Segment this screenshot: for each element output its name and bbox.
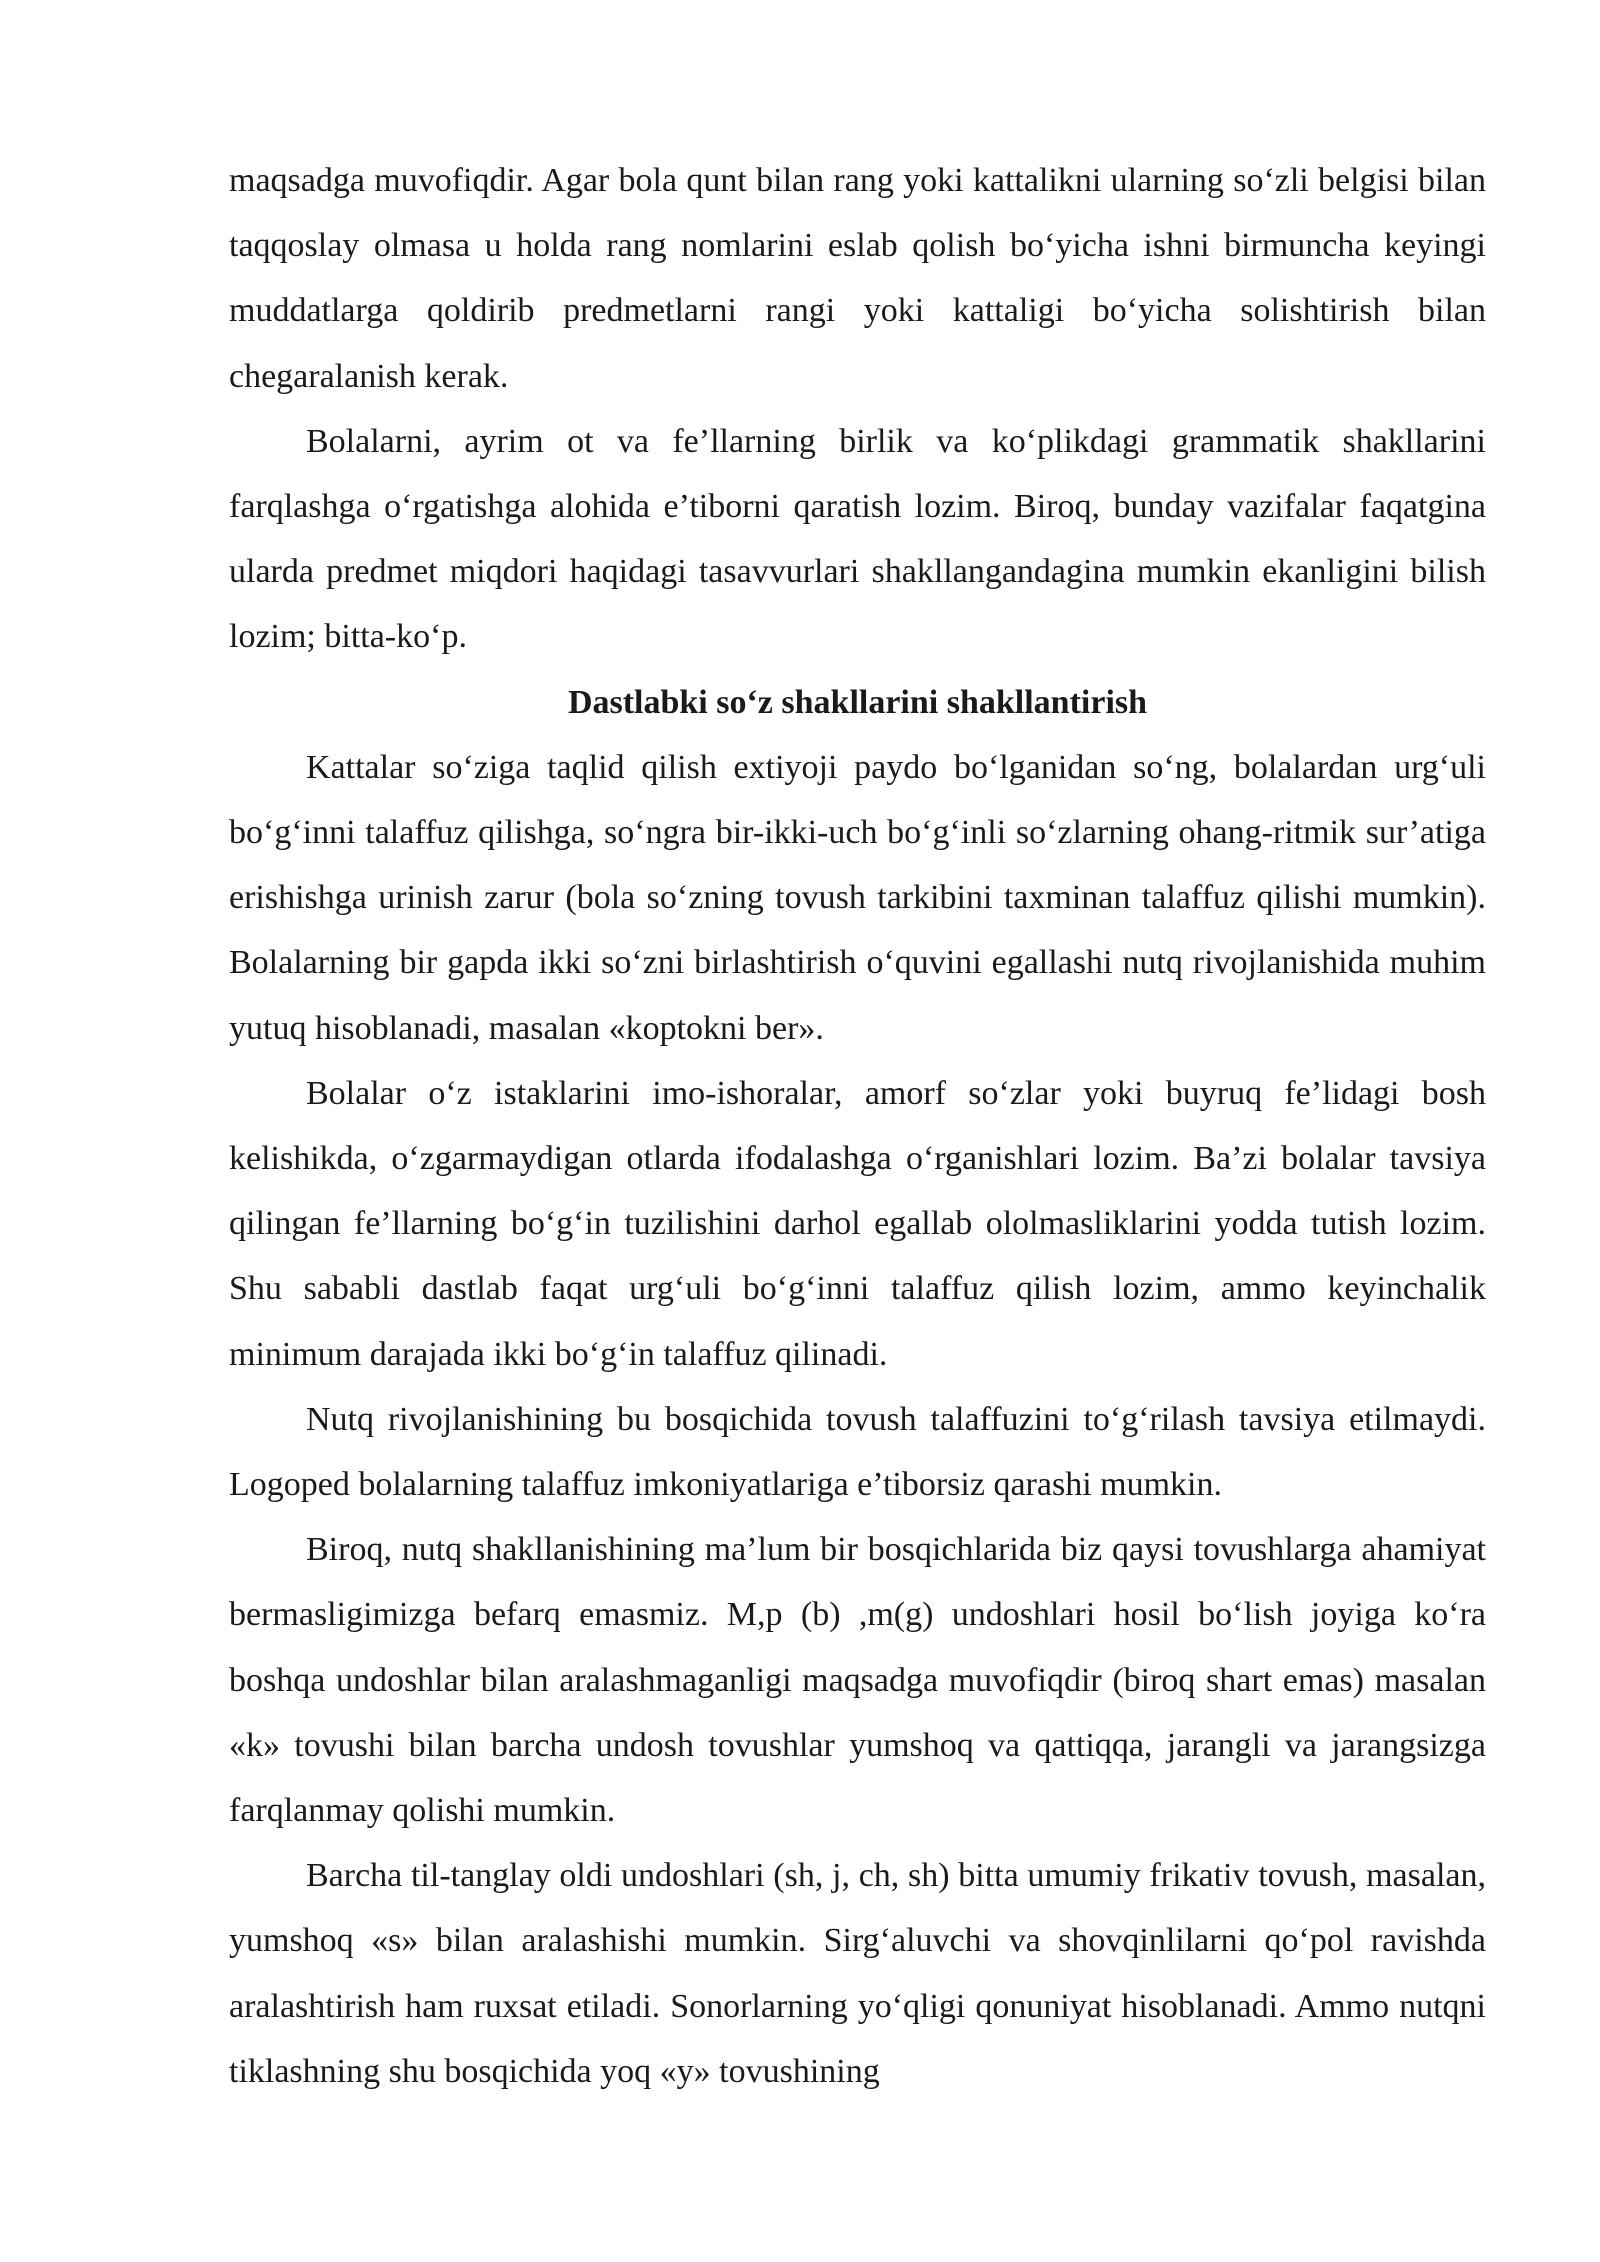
section-heading: Dastlabki so‘z shakllarini shakllantirish [567, 683, 1148, 721]
paragraph-palatal-consonants: Barcha til-tanglay oldi undoshlari (sh, j, ch, sh) bitta umumiy frikativ tovush, masalan, yumshoq «s» bilan aralashishi mumkin. Sirg‘aluvchi va shovqinlilarni qo‘pol ravishda aralashtirish ham ruxsat etiladi. Sonorlarning yo‘qligi qonuniyat hisoblanadi. Ammo nutqni tiklashning shu bosqichida yoq «y» tovushining [229, 1857, 1486, 2090]
paragraph-consonants: Biroq, nutq shakllanishining ma’lum bir bosqichlarida biz qaysi tovushlarga ahamiyat bermasligimizga befarq emasmiz. M,p (b) ,m(g) undoshlari hosil bo‘lish joyiga ko‘ra boshqa undoshlar bilan aralashmaganligi maqsadga muvofiqdir (biroq shart emas) masalan «k» tovushi bilan barcha undosh tovushlar yumshoq va qattiqqa, jarangli va jarangsizga farqlanmay qolishi mumkin. [229, 1531, 1486, 1830]
paragraph-imitation: Kattalar so‘ziga taqlid qilish extiyoji paydo bo‘lganidan so‘ng, bolalardan urg‘uli bo‘g‘inni talaffuz qilishga, so‘ngra bir-ikki-uch bo‘g‘inli so‘zlarning ohang-ritmik sur’atiga erishishga urinish zarur (bola so‘zning tovush tarkibini taxminan talaffuz qilishi mumkin). Bolalarning bir gapda ikki so‘zni birlashtirish o‘quvini egallashi nutq rivojlanishida muhim yutuq hisoblanadi, masalan «koptokni ber». [229, 748, 1486, 1047]
paragraph-continuation: maqsadga muvofiqdir. Agar bola qunt bilan rang yoki kattalikni ularning so‘zli belgisi bilan taqqoslay olmasa u holda rang nomlarini eslab qolish bo‘yicha ishni birmuncha keyingi muddatlarga qoldirib predmetlarni rangi yoki kattaligi bo‘yicha solishtirish bilan chegaralanish kerak. [229, 162, 1486, 395]
document-body [229, 148, 1486, 2104]
paragraph-wishes: Bolalar o‘z istaklarini imo-ishoralar, amorf so‘zlar yoki buyruq fe’lidagi bosh kelishikda, o‘zgarmaydigan otlarda ifodalashga o‘rganishlari lozim. Ba’zi bolalar tavsiya qilingan fe’llarning bo‘g‘in tuzilishini darhol egallab ololmasliklarini yodda tutish lozim. Shu sababli dastlab faqat urg‘uli bo‘g‘inni talaffuz qilish lozim, ammo keyinchalik minimum darajada ikki bo‘g‘in talaffuz qilinadi. [229, 1074, 1486, 1373]
paragraph-pronunciation-stage: Nutq rivojlanishining bu bosqichida tovush talaffuzini to‘g‘rilash tavsiya etilmaydi. Logoped bolalarning talaffuz imkoniyatlariga e’tiborsiz qarashi mumkin. [229, 1400, 1486, 1504]
paragraph-grammatical-forms: Bolalarni, ayrim ot va fe’llarning birlik va ko‘plikdagi grammatik shakllarini farqlashga o‘rgatishga alohida e’tiborni qaratish lozim. Biroq, bunday vazifalar faqatgina ularda predmet miqdori haqidagi tasavvurlari shakllangandagina mumkin ekanligini bilish lozim; bitta-ko‘p. [229, 422, 1486, 656]
